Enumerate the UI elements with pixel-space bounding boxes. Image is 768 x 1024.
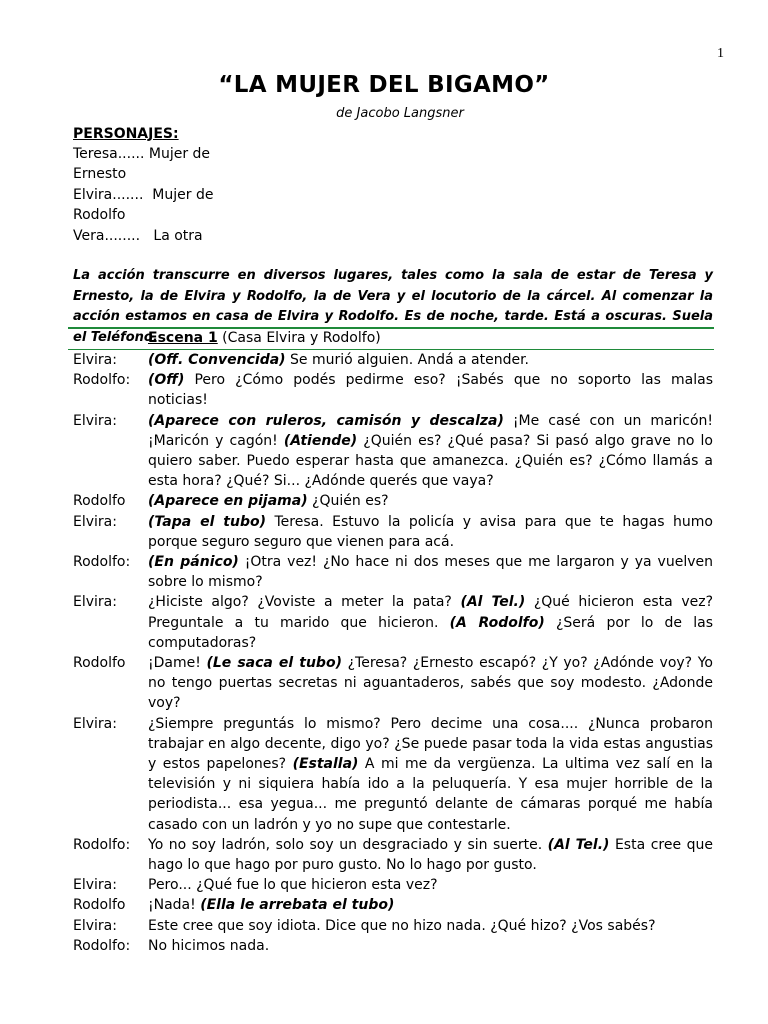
speech-text — [148, 916, 713, 936]
cast-row: Vera........ La otra — [73, 227, 203, 244]
dialogue-line — [73, 411, 713, 492]
stage-direction: (En pánico) — [148, 554, 239, 571]
speaker-name: Rodolfo — [73, 897, 126, 914]
cast-row: Elvira....... Mujer de — [73, 186, 214, 203]
stage-direction: (Off) — [148, 372, 185, 389]
speaker-name: Rodolfo: — [73, 937, 131, 954]
scene-rule-top — [68, 327, 714, 329]
speech-segment: No hicimos nada. — [148, 937, 270, 954]
stage-directions-intro: La acción transcurre en diversos lugares, tales como la sala de estar de Teresa y Ernesto, la de Elvira y Rodolfo, la de Vera y el locutorio de la cárcel. Al comenzar la acción estamos en casa de Elvira y Rodolfo. Es de noche, tarde. Está a oscuras. Suela el Teléfono. — [73, 268, 713, 345]
personajes-heading: PERSONAJES: — [73, 126, 179, 142]
speech-segment: Pero ¿Cómo podés pedirme eso? ¡Sabés que no soporto las malas noticias! — [148, 372, 713, 409]
stage-direction: (Off. Convencida) — [148, 352, 286, 368]
speech-text — [148, 350, 713, 370]
speech-segment: Este cree que soy idiota. Dice que no hizo nada. ¿Qué hizo? ¿Vos sabés? — [148, 917, 656, 934]
dialogue-line — [73, 936, 713, 956]
speech-segment: ¿Será por lo de las computadoras? — [148, 614, 713, 651]
page-number: 1 — [717, 46, 724, 61]
speech-text — [148, 512, 713, 552]
speech-text — [148, 592, 713, 653]
speaker-name: Rodolfo: — [73, 372, 131, 389]
speech-text — [148, 875, 713, 895]
dialogue-line — [73, 653, 713, 714]
speaker-name: Elvira: — [73, 917, 117, 934]
speech-segment: ¿Siempre preguntás lo mismo? Pero decime una cosa.... ¿Nunca probaron trabajar en algo decente, digo yo? ¿Se puede pasar toda la vida estas angustias y estos papelones? — [148, 715, 713, 773]
speaker-name: Rodolfo: — [73, 554, 131, 571]
dialogue-line — [73, 916, 713, 936]
speech-segment: ¡Otra vez! ¿No hace ni dos meses que me largaron y ya vuelven sobre lo mismo? — [148, 554, 713, 591]
speech-segment: ¿Hiciste algo? ¿Voviste a meter la pata? — [148, 594, 461, 611]
dialogue-line — [73, 895, 713, 915]
speech-segment: Se murió alguien. Andá a atender. — [285, 352, 530, 368]
speech-segment: ¡Nada! — [148, 897, 201, 914]
speech-segment: Teresa. Estuvo la policía y avisa para que te hagas humo porque seguro seguro que vienen para acá. — [148, 513, 713, 550]
speech-segment: ¿Quién es? ¿Qué pasa? Si pasó algo grave no lo quiero saber. Puedo esperar hasta que amanezca. ¿Quién es? ¿Cómo llamás a esta hora? ¿Qué? Si... ¿Adónde querés que vaya? — [148, 432, 713, 490]
cast-list — [73, 144, 213, 246]
dialogue-line — [73, 835, 713, 875]
stage-direction: (Al Tel.) — [547, 836, 610, 853]
speech-text — [148, 895, 713, 915]
cast-row: Rodolfo — [73, 207, 126, 224]
speaker-name: Rodolfo — [73, 655, 126, 672]
author-line: de Jacobo Langsner — [336, 106, 464, 121]
stage-direction: (Tapa el tubo) — [148, 513, 266, 530]
stage-direction: (Le saca el tubo) — [206, 655, 342, 672]
speech-segment: A mi me da vergüenza. La ultima vez salí en la televisión y ni siquiera había ido a la peluquería. Y esa mujer horrible de la periodista... esa yegua... me preguntó delante de cámaras porqué me había casado con un ladrón y yo no supe que contestarle. — [148, 756, 713, 833]
scene-heading — [148, 330, 381, 346]
speech-segment: ¿Teresa? ¿Ernesto escapó? ¿Y yo? ¿Adónde voy? Yo no tengo puertas secretas ni aguantaderos, sabés que soy modesto. ¿Adonde voy? — [148, 655, 713, 712]
speech-segment: ¿Quién es? — [307, 493, 389, 510]
speech-text — [148, 653, 713, 714]
speech-segment: ¡Me casé con un maricón! ¡Maricón y cagón! — [148, 412, 713, 449]
speech-text — [148, 714, 713, 835]
speech-segment: Esta cree que hago lo que hago por puro gusto. No lo hago por gusto. — [148, 836, 713, 874]
speech-text — [148, 411, 713, 492]
scene-setting: (Casa Elvira y Rodolfo) — [217, 330, 381, 346]
stage-direction: (Atiende) — [283, 432, 358, 449]
speech-segment: ¿Qué hicieron esta vez? Preguntale a tu marido que hicieron. — [148, 594, 713, 631]
dialogue-block — [73, 350, 713, 956]
dialogue-line — [73, 491, 713, 511]
speech-text — [148, 936, 713, 956]
stage-direction: (Ella le arrebata el tubo) — [200, 897, 395, 914]
cast-row: Ernesto — [73, 166, 127, 183]
dialogue-line — [73, 552, 713, 592]
speech-text — [148, 370, 713, 410]
speech-text — [148, 491, 713, 511]
speaker-name: Rodolfo — [73, 493, 126, 510]
dialogue-line — [73, 512, 713, 552]
stage-direction: (Al Tel.) — [460, 594, 526, 611]
speaker-name: Elvira: — [73, 877, 117, 894]
speech-text — [148, 835, 713, 875]
speaker-name: Elvira: — [73, 352, 117, 368]
cast-row: Teresa...... Mujer de — [73, 146, 211, 162]
speaker-name: Elvira: — [73, 513, 117, 530]
speaker-name: Elvira: — [73, 715, 117, 732]
stage-direction: (A Rodolfo) — [449, 614, 545, 631]
speech-segment: Pero... ¿Qué fue lo que hicieron esta vez? — [148, 877, 438, 894]
stage-direction: (Aparece en pijama) — [148, 493, 308, 510]
stage-direction: (Estalla) — [292, 756, 359, 773]
speech-text — [148, 552, 713, 592]
scene-label: Escena 1 — [148, 330, 218, 346]
dialogue-line — [73, 714, 713, 835]
speech-segment: Yo no soy ladrón, solo soy un desgraciado y sin suerte. — [148, 836, 548, 853]
dialogue-line — [73, 875, 713, 895]
dialogue-line — [73, 350, 713, 370]
dialogue-line — [73, 370, 713, 410]
play-title: “LA MUJER DEL BIGAMO” — [218, 72, 550, 98]
speaker-name: Elvira: — [73, 412, 117, 429]
stage-direction: (Aparece con ruleros, camisón y descalza) — [148, 412, 504, 429]
speaker-name: Rodolfo: — [73, 836, 131, 853]
dialogue-line — [73, 592, 713, 653]
speaker-name: Elvira: — [73, 594, 117, 611]
speech-segment: ¡Dame! — [148, 655, 207, 672]
